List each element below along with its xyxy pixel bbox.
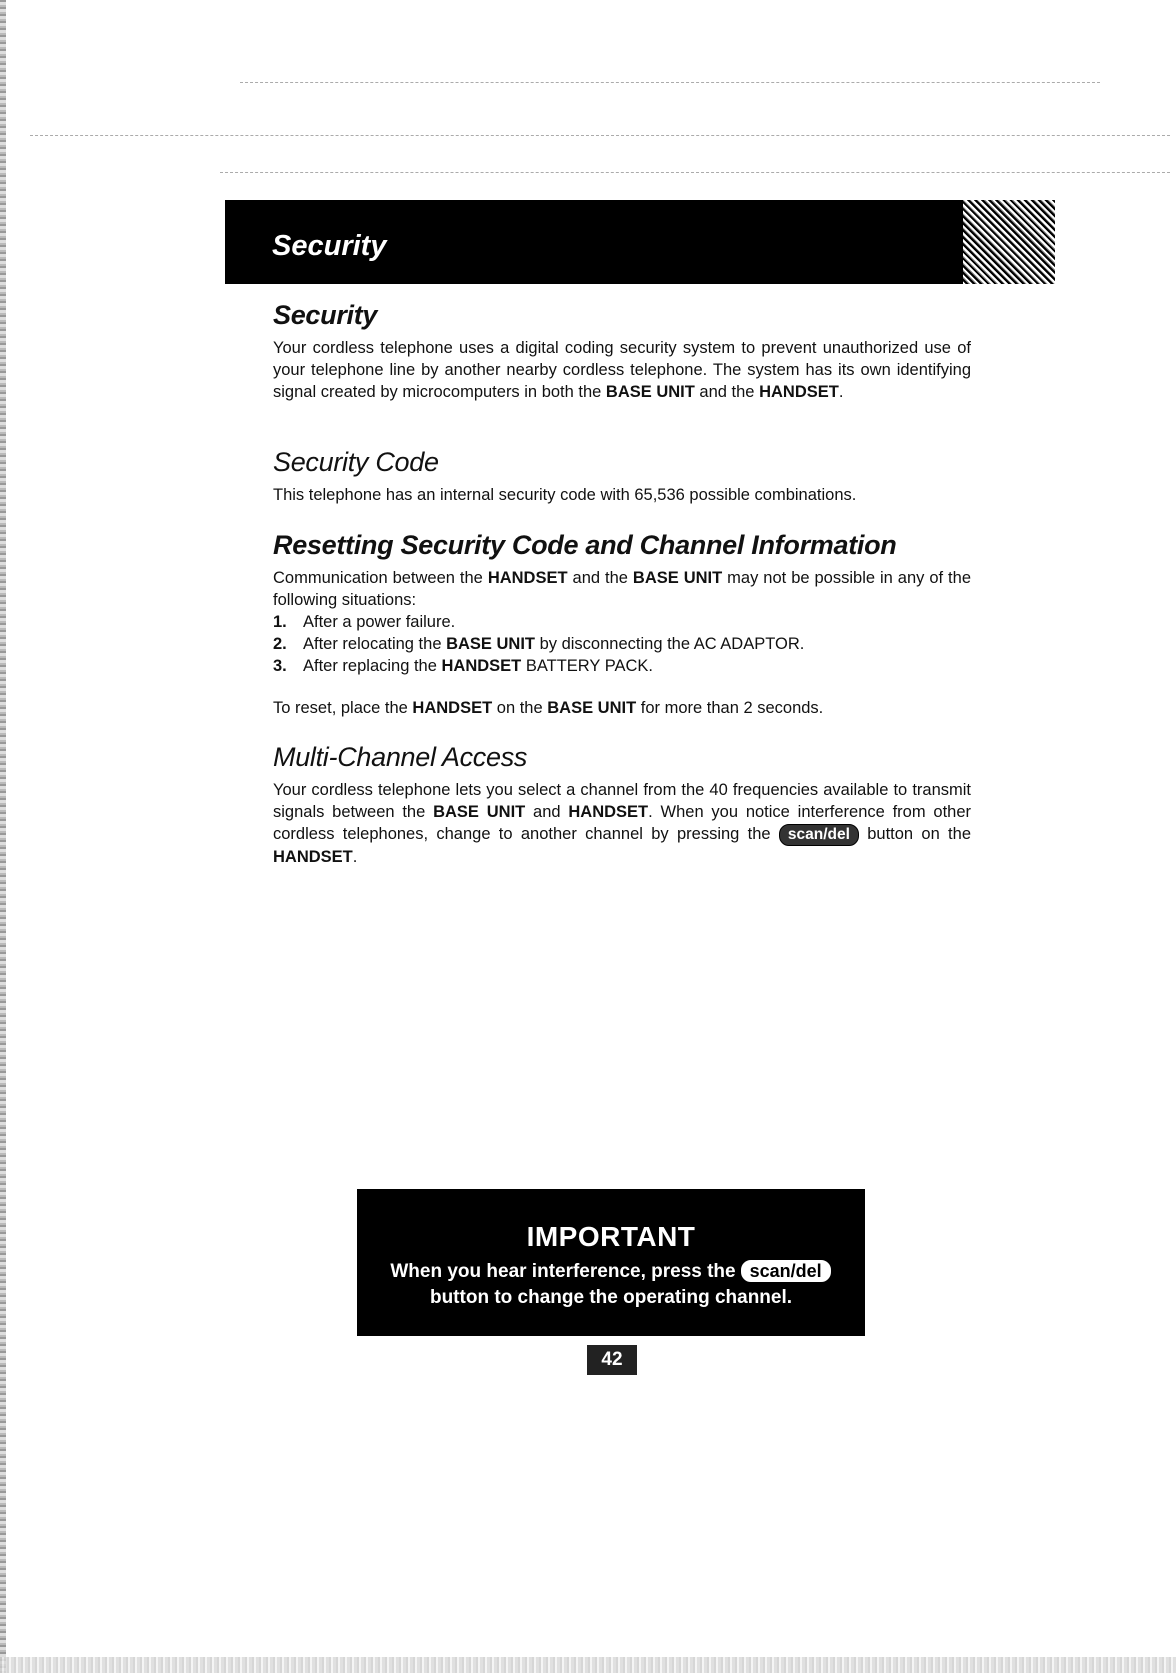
important-text: When you hear interference, press the <box>390 1261 736 1282</box>
security-code-heading: Security Code <box>273 447 439 477</box>
list-term: BASE UNIT <box>446 635 535 654</box>
resetting-text: may not be possible in any of the following situations: <box>273 569 971 610</box>
scan-del-button-graphic: scan/del <box>740 1259 832 1283</box>
important-line: button to change the operating channel. <box>429 1287 793 1308</box>
title-bar-pattern <box>963 200 1055 284</box>
list-number: 3. <box>273 657 287 676</box>
security-text: and the <box>694 383 760 402</box>
scan-edge-left <box>0 0 6 1673</box>
handset-term: HANDSET <box>412 699 493 718</box>
list-text <box>303 633 804 655</box>
multi-channel-text: and <box>525 803 569 822</box>
handset-term: HANDSET <box>273 848 353 867</box>
security-text: . <box>838 383 844 402</box>
handset-term: HANDSET <box>759 383 839 402</box>
multi-channel-section <box>273 742 971 868</box>
list-number: 2. <box>273 635 287 654</box>
resetting-text: and the <box>567 569 633 588</box>
important-notice-box <box>357 1189 865 1336</box>
multi-channel-text: . When you notice interference from other cordless telephones, change to another channel by pressing the <box>273 803 972 844</box>
multi-channel-paragraph <box>273 779 971 868</box>
page-number: 42 <box>587 1345 637 1375</box>
multi-channel-heading: Multi-Channel Access <box>273 742 528 772</box>
base-unit-term: BASE UNIT <box>632 569 723 588</box>
security-code-paragraph: This telephone has an internal security code with 65,536 possible combinations. <box>273 486 857 505</box>
list-text <box>303 611 455 633</box>
security-text: Your cordless telephone uses a digital coding security system to prevent unauthorized use of your telephone line by another nearby cordless telephone. The system has its own identifying signal created by microcomputers in both the <box>273 339 971 402</box>
multi-channel-text: . <box>352 848 358 867</box>
security-code-section <box>273 447 971 506</box>
resetting-intro <box>273 567 971 611</box>
situation-list <box>273 611 971 677</box>
handset-term: HANDSET <box>487 569 568 588</box>
base-unit-term: BASE UNIT <box>605 383 695 402</box>
list-text <box>303 655 653 677</box>
handset-term: HANDSET <box>568 803 649 822</box>
list-item <box>273 611 971 633</box>
important-title: IMPORTANT <box>526 1221 696 1252</box>
reset-text: on the <box>492 699 548 718</box>
section-title-bar <box>225 200 1055 284</box>
list-item <box>273 655 971 677</box>
multi-channel-text: button on the <box>858 825 971 844</box>
list-item <box>273 633 971 655</box>
important-line <box>357 1259 865 1285</box>
security-paragraph <box>273 337 971 403</box>
resetting-section <box>273 530 971 719</box>
scan-rule <box>240 82 1100 83</box>
base-unit-term: BASE UNIT <box>547 699 637 718</box>
multi-channel-text: Your cordless telephone lets you select a channel from the 40 frequencies available to transmit signals between the <box>273 781 971 822</box>
section-title: Security <box>272 230 387 262</box>
reset-text: To reset, place the <box>273 699 413 718</box>
reset-instruction <box>273 697 971 719</box>
base-unit-term: BASE UNIT <box>433 803 526 822</box>
security-section <box>273 300 971 403</box>
list-text-part: by disconnecting the AC ADAPTOR. <box>535 635 805 654</box>
resetting-text: Communication between the <box>273 569 488 588</box>
scan-rule <box>220 172 1170 173</box>
scan-edge-bottom <box>0 1657 1176 1673</box>
list-text-part: After a power failure. <box>303 613 456 632</box>
resetting-heading: Resetting Security Code and Channel Information <box>273 530 897 560</box>
list-number: 1. <box>273 613 287 632</box>
list-text-part: BATTERY PACK. <box>521 657 653 676</box>
list-term: HANDSET <box>441 657 522 676</box>
list-text-part: After relocating the <box>303 635 447 654</box>
scan-del-button-graphic: scan/del <box>779 824 859 846</box>
scan-rule <box>30 135 1170 136</box>
list-text-part: After replacing the <box>303 657 442 676</box>
reset-text: for more than 2 seconds. <box>636 699 824 718</box>
security-heading: Security <box>273 300 378 330</box>
